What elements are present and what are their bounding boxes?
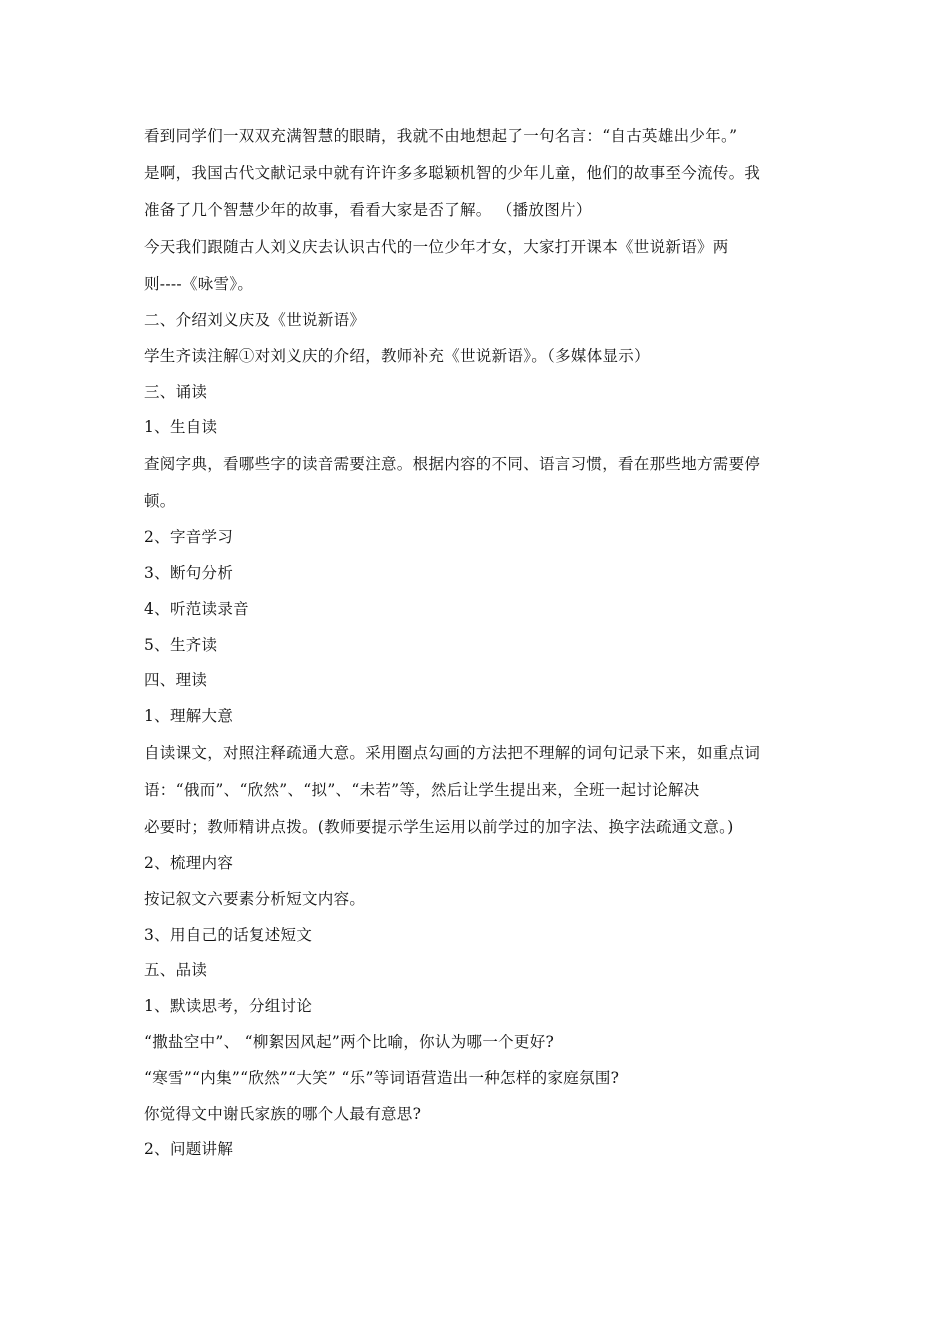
section-heading: 二、介绍刘义庆及《世说新语》 — [144, 311, 366, 329]
paragraph-text: 学生齐读注解①对刘义庆的介绍，教师补充《世说新语》。（多媒体显示） — [144, 346, 650, 365]
section-4-items — [144, 846, 810, 953]
question-text: “寒雪”“内集”“欣然”“大笑” “乐”等词语营造出一种怎样的家庭氛围? — [144, 1068, 620, 1087]
text-line: 是啊，我国古代文献记录中就有许许多多聪颖机智的少年儿童，他们的故事至今流传。我 — [144, 164, 761, 182]
section-5 — [144, 953, 810, 1168]
list-item: 1、默读思考，分组讨论 — [144, 997, 313, 1016]
document-page — [144, 118, 810, 1168]
text-line: 语：“俄而”、“欣然”、“拟”、“未若”等，然后让学生提出来，全班一起讨论解决 — [144, 780, 700, 799]
list-item: 2、问题讲解 — [144, 1140, 234, 1159]
self-read-paragraph — [144, 446, 810, 520]
text-line: 顿。 — [144, 492, 176, 511]
list-item: 2、梳理内容 — [144, 853, 234, 872]
text-line: 必要时；教师精讲点拨。(教师要提示学生运用以前学过的加字法、换字法疏通文意。) — [144, 817, 734, 836]
text-line: 则----《咏雪》。 — [144, 275, 254, 293]
text-line: 准备了几个智慧少年的故事，看看大家是否了解。 （播放图片） — [144, 201, 592, 219]
list-item: 5、生齐读 — [144, 635, 218, 654]
intro-paragraph — [144, 118, 810, 229]
list-item: 3、用自己的话复述短文 — [144, 925, 313, 944]
section-heading: 五、品读 — [144, 961, 208, 980]
section-heading: 四、理读 — [144, 671, 208, 690]
question-text: 你觉得文中谢氏家族的哪个人最有意思? — [144, 1104, 422, 1123]
section-4 — [144, 663, 810, 735]
text-line: 自读课文，对照注释疏通大意。采用圈点勾画的方法把不理解的词句记录下来，如重点词 — [144, 743, 761, 762]
section-2 — [144, 303, 810, 375]
list-item: 2、字音学习 — [144, 528, 234, 547]
today-paragraph — [144, 229, 810, 303]
text-line: 今天我们跟随古人刘义庆去认识古代的一位少年才女，大家打开课本《世说新语》两 — [144, 238, 729, 256]
list-item: 4、听范读录音 — [144, 599, 249, 618]
section-3 — [144, 375, 810, 447]
paragraph-text: 按记叙文六要素分析短文内容。 — [144, 889, 366, 908]
understanding-paragraph — [144, 735, 810, 846]
list-item: 3、断句分析 — [144, 563, 234, 582]
text-line: 看到同学们一双双充满智慧的眼睛，我就不由地想起了一句名言：“自古英雄出少年。” — [144, 127, 738, 145]
list-item: 1、生自读 — [144, 418, 218, 437]
text-line: 查阅字典，看哪些字的读音需要注意。根据内容的不同、语言习惯，看在那些地方需要停 — [144, 455, 761, 474]
list-item: 1、理解大意 — [144, 707, 234, 726]
question-text: “撒盐空中”、 “柳絮因风起”两个比喻，你认为哪一个更好? — [144, 1032, 555, 1051]
section-heading: 三、诵读 — [144, 382, 208, 401]
section-3-items — [144, 520, 810, 663]
